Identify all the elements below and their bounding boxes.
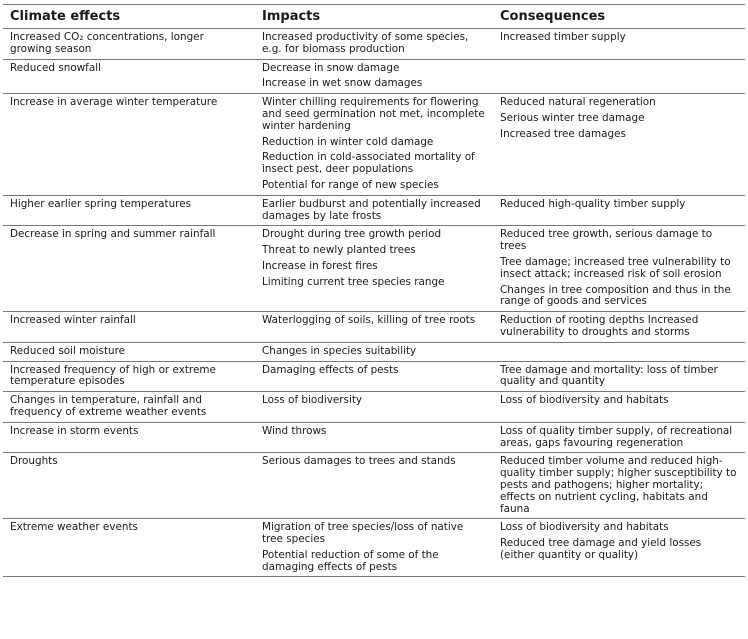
consequences-cell	[493, 519, 745, 577]
consequences-cell	[493, 195, 745, 226]
cell-text: Threat to newly planted trees	[262, 244, 416, 257]
cell-text: Loss of biodiversity and habitats	[500, 394, 669, 407]
table-row	[3, 422, 745, 453]
impacts-cell	[255, 94, 493, 196]
effect-cell	[3, 94, 255, 196]
impacts-cell	[255, 312, 493, 343]
table-row	[3, 312, 745, 343]
cell-text: Winter chilling requirements for flowering and seed germination not met, incomplete winter hardening	[262, 96, 485, 132]
cell-text: Limiting current tree species range	[262, 275, 445, 288]
cell-text: Loss of biodiversity	[262, 394, 363, 407]
cell-text: Reduced soil moisture	[10, 344, 126, 357]
table-row	[3, 361, 745, 392]
cell-text: Reduced timber volume and reduced high-quality timber supply; higher susceptibility to pests and pathogens; higher mortality; effects on nutrient cycling, habitats and fauna	[500, 455, 737, 515]
cell-text: Extreme weather events	[10, 521, 138, 534]
table-row	[3, 453, 745, 519]
cell-text: Changes in tree composition and thus in the range of goods and services	[500, 283, 731, 308]
impacts-cell	[255, 342, 493, 361]
header-consequences: Consequences	[493, 5, 745, 29]
cell-text: Increase in forest fires	[262, 259, 378, 272]
table-row	[3, 29, 745, 60]
consequences-cell	[493, 361, 745, 392]
impacts-cell	[255, 29, 493, 60]
cell-text: Potential reduction of some of the damaging effects of pests	[262, 548, 439, 573]
impacts-cell	[255, 519, 493, 577]
cell-text: Reduced natural regeneration	[500, 96, 656, 109]
header-row	[3, 5, 745, 29]
cell-text: Reduced tree damage and yield losses (either quantity or quality)	[500, 537, 702, 561]
cell-text: Changes in species suitability	[262, 344, 417, 357]
impacts-cell	[255, 195, 493, 226]
cell-text: Increased timber supply	[500, 31, 626, 43]
cell-text: Loss of biodiversity and habitats	[500, 521, 669, 534]
cell-text: Damaging effects of pests	[262, 363, 399, 376]
cell-text: Waterlogging of soils, killing of tree roots	[262, 314, 476, 327]
cell-text: Increased productivity of some species, e.g. for biomass production	[262, 31, 469, 55]
cell-text: Reduction in winter cold damage	[262, 135, 434, 148]
effect-cell	[3, 59, 255, 94]
table-row	[3, 226, 745, 312]
consequences-cell	[493, 59, 745, 94]
cell-text: Potential for range of new species	[262, 178, 439, 191]
cell-text: Reduction in cold-associated mortality of insect pest, deer populations	[262, 151, 475, 176]
impacts-cell	[255, 59, 493, 94]
table-row	[3, 342, 745, 361]
consequences-cell	[493, 226, 745, 312]
header-impacts: Impacts	[255, 5, 493, 29]
impacts-cell	[255, 422, 493, 453]
table-row	[3, 59, 745, 94]
consequences-cell	[493, 29, 745, 60]
table-row	[3, 94, 745, 196]
cell-text: Tree damage and mortality: loss of timber quality and quantity	[500, 363, 718, 388]
effect-cell	[3, 361, 255, 392]
cell-text: Higher earlier spring temperatures	[10, 197, 191, 210]
effect-cell	[3, 342, 255, 361]
cell-text: Increased winter rainfall	[10, 314, 136, 327]
effect-cell	[3, 422, 255, 453]
effect-cell	[3, 195, 255, 226]
effect-cell	[3, 226, 255, 312]
cell-text: Increase in wet snow damages	[262, 77, 423, 90]
cell-text: Reduced high-quality timber supply	[500, 197, 686, 210]
cell-text: Increase in storm events	[10, 424, 139, 437]
impacts-cell	[255, 226, 493, 312]
cell-text: Wind throws	[262, 424, 327, 437]
consequences-cell	[493, 94, 745, 196]
table-row	[3, 519, 745, 577]
consequences-cell	[493, 422, 745, 453]
consequences-cell	[493, 342, 745, 361]
cell-text: Decrease in snow damage	[262, 61, 400, 74]
impacts-cell	[255, 453, 493, 519]
cell-text: Reduction of rooting depths Increased vulnerability to droughts and storms	[500, 314, 699, 338]
cell-text: Serious winter tree damage	[500, 111, 645, 124]
consequences-cell	[493, 392, 745, 423]
climate-effects-table	[3, 4, 745, 577]
cell-text: Increase in average winter temperature	[10, 96, 218, 109]
header-climate-effects: Climate effects	[3, 5, 255, 29]
impacts-cell	[255, 361, 493, 392]
effect-cell	[3, 392, 255, 423]
cell-text: Changes in temperature, rainfall and frequency of extreme weather events	[10, 394, 207, 418]
impacts-cell	[255, 392, 493, 423]
cell-text: Increased frequency of high or extreme temperature episodes	[10, 363, 216, 388]
cell-text: Drought during tree growth period	[262, 228, 442, 241]
cell-text: Decrease in spring and summer rainfall	[10, 228, 216, 241]
effect-cell	[3, 29, 255, 60]
cell-text: Increased tree damages	[500, 127, 626, 140]
cell-text: Earlier budburst and potentially increased damages by late frosts	[262, 197, 481, 222]
table-body	[3, 29, 745, 577]
cell-text: Reduced tree growth, serious damage to trees	[500, 228, 713, 253]
cell-text: Increased CO₂ concentrations, longer growing season	[10, 31, 204, 55]
effect-cell	[3, 312, 255, 343]
cell-text: Droughts	[10, 455, 58, 468]
cell-text: Serious damages to trees and stands	[262, 455, 456, 468]
cell-text: Loss of quality timber supply, of recreational areas, gaps favouring regeneration	[500, 424, 733, 449]
table-row	[3, 195, 745, 226]
table-row	[3, 392, 745, 423]
effect-cell	[3, 519, 255, 577]
effect-cell	[3, 453, 255, 519]
cell-text: Migration of tree species/loss of native tree species	[262, 521, 464, 546]
cell-text: Tree damage; increased tree vulnerability to insect attack; increased risk of soil erosion	[500, 255, 731, 280]
consequences-cell	[493, 312, 745, 343]
consequences-cell	[493, 453, 745, 519]
cell-text: Reduced snowfall	[10, 61, 101, 74]
